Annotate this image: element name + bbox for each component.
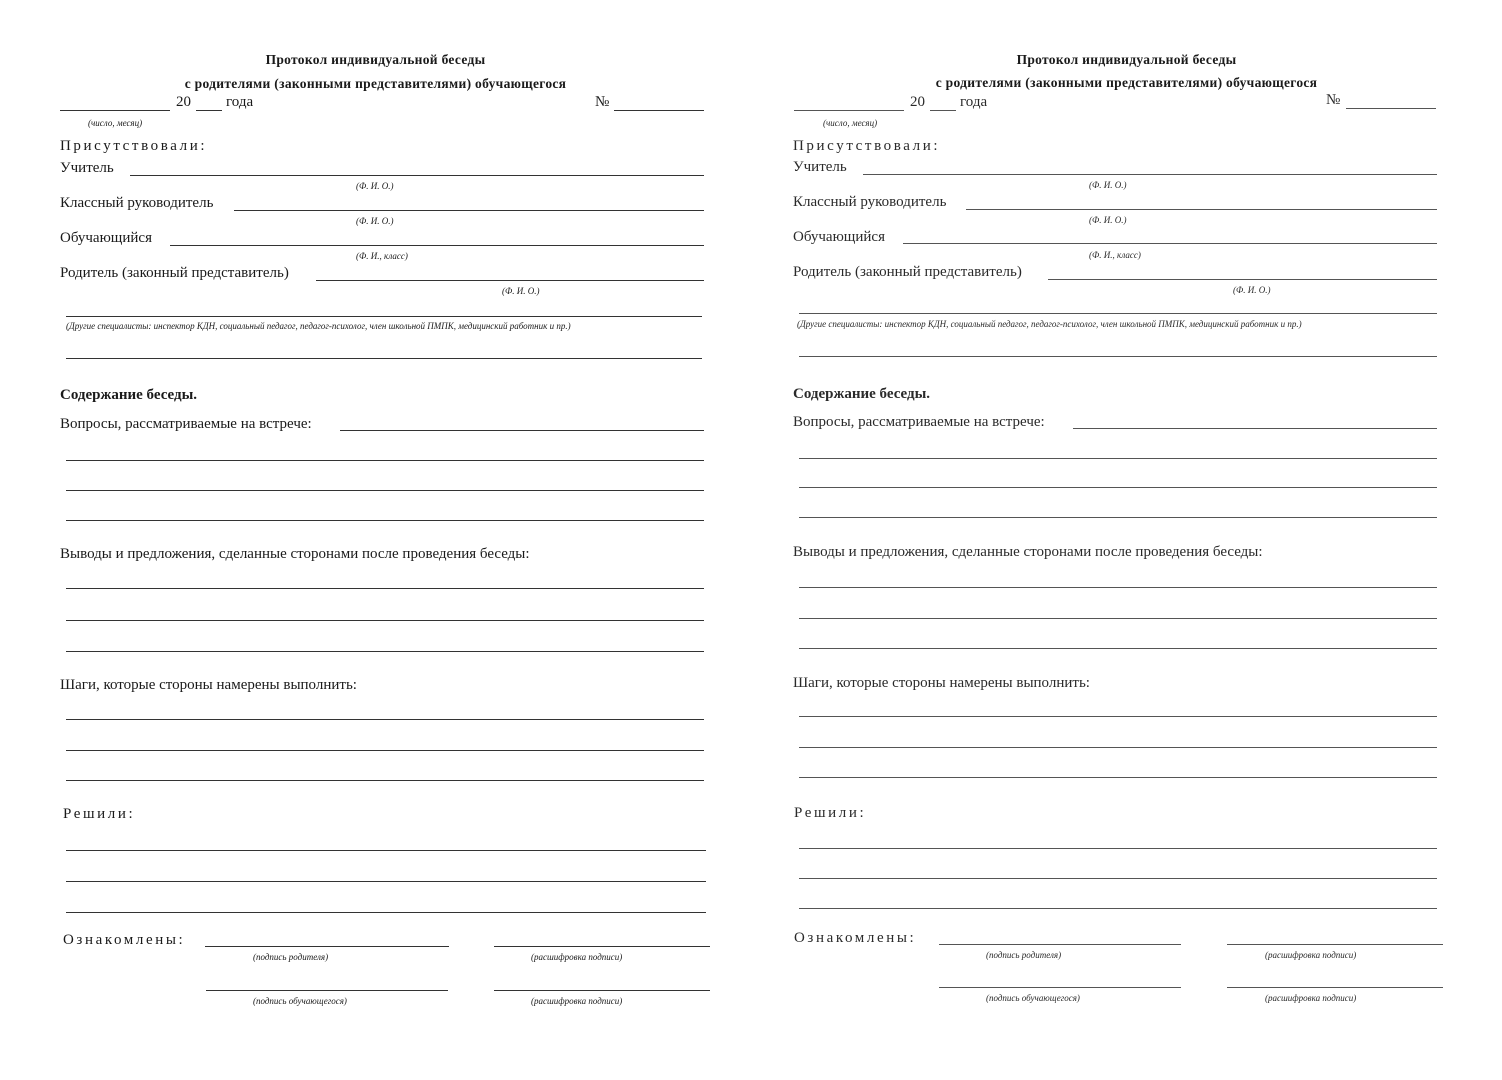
teacher-field[interactable] xyxy=(863,174,1437,175)
form-title-line2: с родителями (законными представителями) обучающегося xyxy=(935,75,1318,90)
questions-line-4[interactable] xyxy=(66,520,704,521)
student-signature-field[interactable] xyxy=(939,987,1181,988)
parent-signature-hint: (подпись родителя) xyxy=(986,950,1062,960)
others-field[interactable] xyxy=(799,313,1437,314)
student-hint: (Ф. И., класс) xyxy=(1089,250,1141,260)
decided-line-1[interactable] xyxy=(66,850,706,851)
questions-label: Вопросы, рассматриваемые на встрече: xyxy=(60,416,312,432)
student-decode-hint: (расшифровка подписи) xyxy=(531,996,623,1006)
questions-line-4[interactable] xyxy=(799,517,1437,518)
form-title-line1: Протокол индивидуальной беседы xyxy=(1016,52,1237,67)
present-heading: Присутствовали: xyxy=(793,138,941,154)
year-field[interactable] xyxy=(196,110,222,111)
form-page-right xyxy=(751,0,1502,1080)
questions-line-3[interactable] xyxy=(799,487,1437,488)
conclusions-line-2[interactable] xyxy=(66,620,704,621)
year-suffix: года xyxy=(960,94,988,110)
student-label: Обучающийся xyxy=(60,230,152,246)
teacher-field[interactable] xyxy=(130,175,704,176)
number-field[interactable] xyxy=(614,110,704,111)
present-heading: Присутствовали: xyxy=(60,138,208,154)
content-heading: Содержание беседы. xyxy=(793,386,931,402)
conclusions-line-1[interactable] xyxy=(799,587,1437,588)
conclusions-line-3[interactable] xyxy=(799,648,1437,649)
content-heading: Содержание беседы. xyxy=(60,387,198,403)
class-teacher-label: Классный руководитель xyxy=(60,195,214,211)
steps-line-2[interactable] xyxy=(66,750,704,751)
decided-line-2[interactable] xyxy=(66,881,706,882)
decided-label: Решили: xyxy=(794,805,867,821)
others-field-2[interactable] xyxy=(66,358,702,359)
acquainted-label: Ознакомлены: xyxy=(794,930,917,946)
class-teacher-hint: (Ф. И. О.) xyxy=(356,216,394,226)
conclusions-line-1[interactable] xyxy=(66,588,704,589)
form-title-line2: с родителями (законными представителями) обучающегося xyxy=(184,76,567,91)
decided-line-3[interactable] xyxy=(799,908,1437,909)
year-field[interactable] xyxy=(930,110,956,111)
student-signature-hint: (подпись обучающегося) xyxy=(253,996,347,1006)
parent-signature-hint: (подпись родителя) xyxy=(253,952,329,962)
parent-signature-field[interactable] xyxy=(205,946,449,947)
conclusions-label: Выводы и предложения, сделанные сторонами после проведения беседы: xyxy=(60,546,530,562)
decided-label: Решили: xyxy=(63,806,136,822)
parent-field[interactable] xyxy=(1048,279,1437,280)
teacher-hint: (Ф. И. О.) xyxy=(356,181,394,191)
acquainted-label: Ознакомлены: xyxy=(63,932,186,948)
teacher-label: Учитель xyxy=(793,159,847,175)
parent-decode-field[interactable] xyxy=(1227,944,1443,945)
year-prefix: 20 xyxy=(910,94,925,110)
questions-line-3[interactable] xyxy=(66,490,704,491)
steps-label: Шаги, которые стороны намерены выполнить: xyxy=(60,677,357,693)
conclusions-line-2[interactable] xyxy=(799,618,1437,619)
class-teacher-label: Классный руководитель xyxy=(793,194,947,210)
class-teacher-hint: (Ф. И. О.) xyxy=(1089,215,1127,225)
questions-field[interactable] xyxy=(340,430,704,431)
student-decode-field[interactable] xyxy=(494,990,710,991)
parent-signature-field[interactable] xyxy=(939,944,1181,945)
steps-label: Шаги, которые стороны намерены выполнить: xyxy=(793,675,1090,691)
number-sign: № xyxy=(1326,92,1341,108)
others-hint: (Другие специалисты: инспектор КДН, социальный педагог, педагог-психолог, член школьной ПМПК, медицинский работник и пр.) xyxy=(66,321,571,331)
class-teacher-field[interactable] xyxy=(234,210,704,211)
student-hint: (Ф. И., класс) xyxy=(356,251,408,261)
date-field[interactable] xyxy=(60,110,170,111)
student-signature-field[interactable] xyxy=(206,990,448,991)
parent-label: Родитель (законный представитель) xyxy=(60,265,289,281)
decided-line-2[interactable] xyxy=(799,878,1437,879)
year-suffix: года xyxy=(226,94,254,110)
decided-line-1[interactable] xyxy=(799,848,1437,849)
student-field[interactable] xyxy=(903,243,1437,244)
steps-line-2[interactable] xyxy=(799,747,1437,748)
student-decode-field[interactable] xyxy=(1227,987,1443,988)
number-field[interactable] xyxy=(1346,108,1436,109)
student-label: Обучающийся xyxy=(793,229,885,245)
others-field-2[interactable] xyxy=(799,356,1437,357)
questions-label: Вопросы, рассматриваемые на встрече: xyxy=(793,414,1045,430)
student-decode-hint: (расшифровка подписи) xyxy=(1265,993,1357,1003)
parent-field[interactable] xyxy=(316,280,704,281)
class-teacher-field[interactable] xyxy=(966,209,1437,210)
parent-label: Родитель (законный представитель) xyxy=(793,264,1022,280)
steps-line-3[interactable] xyxy=(66,780,704,781)
others-hint: (Другие специалисты: инспектор КДН, социальный педагог, педагог-психолог, член школьной ПМПК, медицинский работник и пр.) xyxy=(797,319,1302,329)
conclusions-line-3[interactable] xyxy=(66,651,704,652)
teacher-label: Учитель xyxy=(60,160,114,176)
steps-line-3[interactable] xyxy=(799,777,1437,778)
student-field[interactable] xyxy=(170,245,704,246)
others-field[interactable] xyxy=(66,316,702,317)
parent-hint: (Ф. И. О.) xyxy=(502,286,540,296)
parent-hint: (Ф. И. О.) xyxy=(1233,285,1271,295)
steps-line-1[interactable] xyxy=(66,719,704,720)
number-sign: № xyxy=(595,94,610,110)
decided-line-3[interactable] xyxy=(66,912,706,913)
questions-line-2[interactable] xyxy=(799,458,1437,459)
steps-line-1[interactable] xyxy=(799,716,1437,717)
parent-decode-hint: (расшифровка подписи) xyxy=(531,952,623,962)
student-signature-hint: (подпись обучающегося) xyxy=(986,993,1080,1003)
date-field[interactable] xyxy=(794,110,904,111)
date-hint: (число, месяц) xyxy=(823,118,878,128)
teacher-hint: (Ф. И. О.) xyxy=(1089,180,1127,190)
questions-line-2[interactable] xyxy=(66,460,704,461)
parent-decode-hint: (расшифровка подписи) xyxy=(1265,950,1357,960)
parent-decode-field[interactable] xyxy=(494,946,710,947)
conclusions-label: Выводы и предложения, сделанные сторонами после проведения беседы: xyxy=(793,544,1263,560)
questions-field[interactable] xyxy=(1073,428,1437,429)
year-prefix: 20 xyxy=(176,94,191,110)
date-hint: (число, месяц) xyxy=(88,118,143,128)
form-title-line1: Протокол индивидуальной беседы xyxy=(265,52,486,67)
